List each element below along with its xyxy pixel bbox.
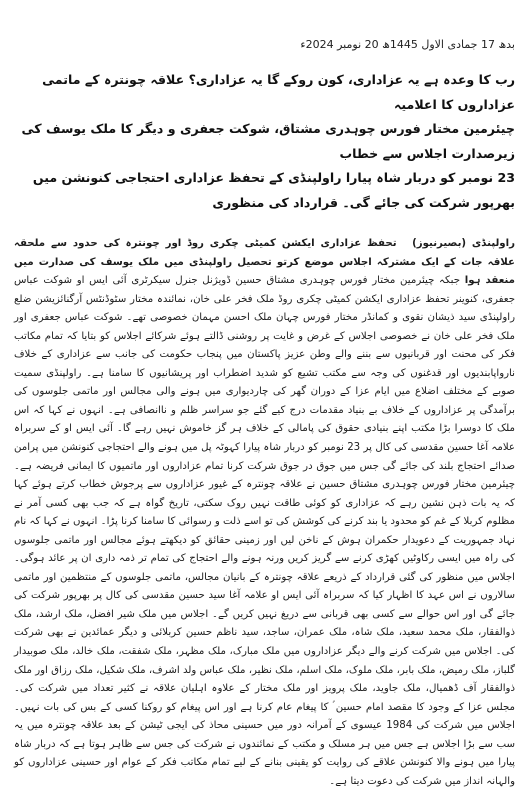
article-body	[14, 235, 515, 791]
article-lead: تحفظ عزاداری ایکشن کمیٹی چکری روڈ اور چونترہ کی حدود سے ملحقہ علاقہ جات کے ایک مشترکہ اجلاس موضع کرتو تحصیل راولپنڈی میں ملک یوسف کی صدارت میں منعقد ہوا	[14, 238, 515, 287]
headline-block	[14, 68, 515, 215]
headline-line-2: چیئرمین مختار فورس چوہدری مشتاق، شوکت جعفری و دیگر کا ملک یوسف کی زیرصدارت اجلاس سے خطاب	[21, 121, 515, 161]
news-source: راولپنڈی (بصیرنیوز)	[412, 238, 515, 249]
date-line: بدھ 17 جمادی الاول 1445ھ 20 نومبر 2024ء	[300, 38, 515, 51]
headline-line-1: رب کا وعدہ ہے یہ عزاداری، کون روکے گا یہ عزاداری؟ علاقہ چونترہ کے ماتمی عزاداروں کا اعلامیہ	[42, 72, 515, 112]
headline-line-3: 23 نومبر کو دربار شاہ پیارا راولپنڈی کے تحفظ عزاداری احتجاجی کنونشن میں بھرپور شرکت کی جائے گی۔ قرارداد کی منظوری	[32, 170, 515, 210]
article-text: جبکہ چیئرمین مختار فورس چوہدری مشتاق حسین ڈویژنل جنرل سیکرٹری آئی ایس او شوکت عباس جعفری، کنوینر تحفظ عزاداری ایکشن کمیٹی چکری روڈ ملک فخر علی خان، نمائندہ مختار سٹوڈنٹس آرگنائزیشن ضلع راولپنڈی سید ذیشان نقوی و کمانڈر مختار فورس چہان ملک احسن مہمان خصوصی تھے۔ شوکت عباس جعفری اور ملک فخر علی خان نے خصوصی اجلاس کے غرض و غایت پر روشنی ڈالتے ہوئے شرکائے اجلاس کو بتایا کہ تمام مکاتب فکر کی محنت اور قربانیوں سے بننے والے وطن عزیز پاکستان میں پنجاب حکومت کی جانب سے عزاداری کے خلاف نارواپابندیوں اور قدغنوں کی وجہ سے مکتب تشیع کو شدید اضطراب اور پریشانیوں کا سامنا ہے۔ راولپنڈی سمیت صوبے کے مختلف اضلاع میں ایام عزا کے دوران گھر کی چاردیواری میں ہونے والی مجالس اور ماتمی جلوسوں کی برآمدگی پر عزاداروں کے خلاف بے بنیاد مقدمات درج کیے گئے جو سراسر ظلم و ناانصافی ہے۔ انہوں نے کہا کہ اس ملک کا دوسرا بڑا مکتب اپنے بنیادی حقوق کی پامالی کے خلاف ہر گز خاموش نہیں رہے گا۔ آئی ایس او کے سربراہ علامہ آغا حسین مقدسی کی کال پر 23 نومبر کو دربار شاہ پیارا کہوٹہ پل میں ہونے والے احتجاجی کنونشن میں پرامن صدائے احتجاج بلند کی جائے گی جس میں جوق در جوق شرکت کرنا تمام عزاداروں اور ماتمیوں کا ایمانی فریضہ ہے۔ چیئرمین مختار فورس چوہدری مشتاق حسین نے علاقہ چونترہ کے غیور عزاداروں سے پرجوش خطاب کرتے ہوئے کہا کہ یہ بات ذہن نشین رہے کہ عزاداری کو کوئی طاقت نہیں روک سکتی، تاریخ گواہ ہے کہ جب بھی کسی آمر نے مظلوم کربلا کے غم کو محدود یا بند کرنے کی کوشش کی تو اسے ذلت و رسوائی کا سامنا کرنا پڑا۔ انہوں نے کہا کہ نام نہاد جمہوریت کے دعویدار حکمران ہوش کے ناخن لیں اور زمینی حقائق کو دیکھتے ہوئے مجالس اور ماتمی جلوسوں کی راہ میں ایسی رکاوٹیں کھڑی کرنے سے گریز کریں ورنہ ہونے والے احتجاج کی تمام تر ذمہ داری ان پر عائد ہوگی۔ اجلاس میں منظور کی گئی قرارداد کے ذریعے علاقہ چونترہ کے بانیان مجالس، ماتمی جلوسوں کے منتظمین اور ماتمی سالاروں نے اس عہد کا اظہار کیا کہ سربراہ آئی ایس او علامہ آغا سید حسین مقدسی کی کال پر بھرپور شرکت کی جائے گی اور اس حوالے سے کسی بھی قربانی سے دریغ نہیں کریں گے۔ اجلاس میں ملک شیر افضل، ملک ارشد، ملک ذوالفقار، ملک محمد سعید، ملک شاہ، ملک عمران، ساجد، سید ناظم حسین کربلائی و دیگر عمائدین نے بھی شرکت کی۔ اجلاس میں شرکت کرنے والے دیگر عزاداروں میں ملک مبارک، ملک مظہر، ملک شفقت، ملک خالد، ملک صوبیدار گلباز، ملک رمیض، ملک بابر، ملک ملوک، ملک اسلم، ملک نظیر، ملک عباس ولد اشرف، ملک شکیل، ملک رزاق اور ملک ذوالفقار آف ڈھمیال، ملک جاوید، ملک پرویز اور ملک مختار کے علاوہ اہلیان علاقہ نے کثیر تعداد میں شرکت کی۔ مجلس عزا کے وجود کا مقصد امام حسین ؑ کا پیغام عام کرنا ہے اور اس پیغام کو روکنا کسی کے بس کی بات نہیں۔ اجلاس میں شرکت کی 1984 عیسوی کے آمرانہ دور میں حسینی محاذ کی ایجی ٹیشن کے بعد علاقہ چونترہ میں یہ سب سے بڑا اجلاس ہے جس میں ہر مسلک و مکتب کے نمائندوں نے شرکت کی جس سے ظاہر ہوتا ہے کہ دربار شاہ پیارا میں ہونے والا کنونشن علاقے کی روایت کو یقینی بنانے کے لیے تمام مکاتب فکر کے عوام اور حسینی عزاداروں کو والہانہ انداز میں شرکت کی دعوت دیتا ہے۔	[14, 275, 516, 787]
